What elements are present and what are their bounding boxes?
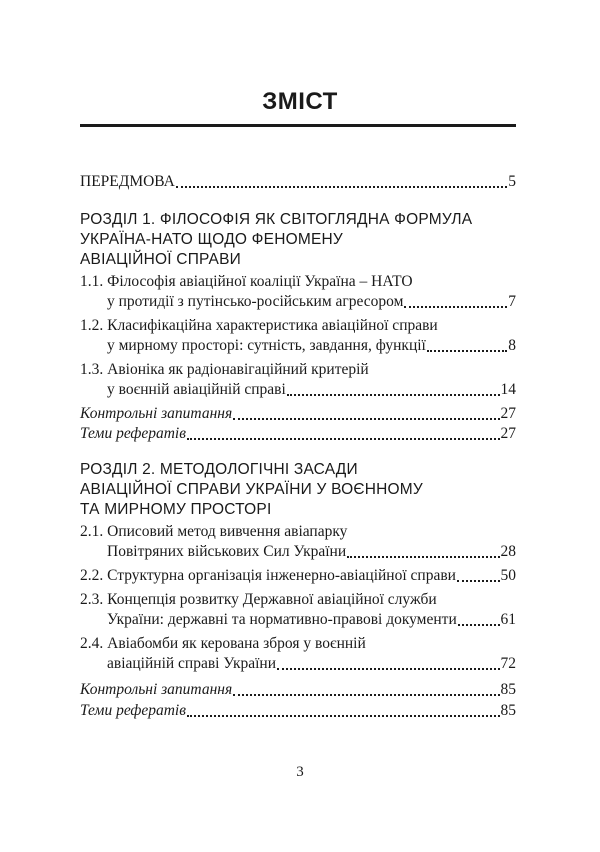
toc-entry-2-1-line2[interactable]: Повітряних військових Сил України 28: [107, 543, 516, 560]
toc-entry-1-2-line2[interactable]: у мирному просторі: сутність, завдання, функції 8: [107, 337, 516, 354]
toc-page-number: 8: [508, 337, 516, 354]
toc-page-number: 5: [508, 173, 516, 190]
section1-heading-line2: УКРАЇНА-НАТО ЩОДО ФЕНОМЕНУ: [80, 231, 343, 248]
toc-entry-1-3-line2[interactable]: у воєнній авіаційній справі 14: [107, 381, 516, 398]
dot-leader: [187, 438, 500, 440]
dot-leader: [277, 668, 499, 670]
toc-entry-1-3-line1[interactable]: 1.3. Авіоніка як радіонавігаційний критерій: [80, 361, 369, 378]
toc-page-number: 50: [500, 567, 516, 584]
dot-leader: [457, 580, 500, 582]
toc-page-number: 61: [500, 611, 516, 628]
section2-heading-line3: ТА МИРНОМУ ПРОСТОРІ: [80, 501, 272, 518]
dot-leader: [187, 715, 500, 717]
section2-heading-line2: АВІАЦІЙНОЇ СПРАВИ УКРАЇНИ У ВОЄННОМУ: [80, 481, 423, 498]
dot-leader: [427, 350, 507, 352]
toc-page-number: 72: [500, 655, 516, 672]
toc-entry-1-1-line1[interactable]: 1.1. Філософія авіаційної коаліції Україна – НАТО: [80, 273, 413, 290]
section1-heading-line1: РОЗДІЛ 1. ФІЛОСОФІЯ ЯК СВІТОГЛЯДНА ФОРМУЛА: [80, 211, 473, 228]
toc-entry-2-3-line1[interactable]: 2.3. Концепція розвитку Державної авіаційної служби: [80, 591, 437, 608]
toc-page-number: 27: [500, 405, 516, 422]
page-number: 3: [296, 764, 304, 780]
toc-page-number: 85: [500, 702, 516, 719]
toc-page-number: 27: [500, 425, 516, 442]
toc-entry-section2-questions[interactable]: Контрольні запитання 85: [80, 681, 516, 698]
section1-heading-line3: АВІАЦІЙНОЇ СПРАВИ: [80, 251, 241, 268]
toc-entry-2-4-line2[interactable]: авіаційній справі України 72: [107, 655, 516, 672]
dot-leader: [176, 186, 507, 188]
toc-entry-section2-essays[interactable]: Теми рефератів 85: [80, 702, 516, 719]
toc-entry-preface[interactable]: [80, 172, 516, 192]
toc-entry-2-3-line2[interactable]: України: державні та нормативно-правові документи 61: [107, 611, 516, 628]
toc-entry-2-2[interactable]: 2.2. Структурна організація інженерно-авіаційної справи 50: [80, 567, 516, 584]
toc-entry-1-2-line1[interactable]: 1.2. Класифікаційна характеристика авіаційної справи: [80, 317, 438, 334]
toc-entry-2-4-line1[interactable]: 2.4. Авіабомби як керована зброя у воєнній: [80, 635, 366, 652]
title-rule: [80, 124, 516, 127]
section2-heading-line1: РОЗДІЛ 2. МЕТОДОЛОГІЧНІ ЗАСАДИ: [80, 461, 358, 478]
dot-leader: [404, 306, 507, 308]
toc-entry-text: ПЕРЕДМОВА: [80, 173, 175, 190]
toc-entry-section1-essays[interactable]: Теми рефератів 27: [80, 425, 516, 442]
toc-page-number: 85: [500, 681, 516, 698]
dot-leader: [347, 556, 499, 558]
dot-leader: [287, 394, 500, 396]
page-title: ЗМІСТ: [262, 88, 338, 115]
dot-leader: [233, 694, 499, 696]
toc-page-number: 28: [500, 543, 516, 560]
toc-page-number: 7: [508, 293, 516, 310]
toc-entry-2-1-line1[interactable]: 2.1. Описовий метод вивчення авіапарку: [80, 523, 348, 540]
dot-leader: [458, 624, 500, 626]
toc-entry-1-1-line2[interactable]: у протидії з путінсько-російським агресором 7: [107, 293, 516, 310]
toc-entry-section1-questions[interactable]: Контрольні запитання 27: [80, 405, 516, 422]
dot-leader: [233, 418, 499, 420]
toc-page-number: 14: [500, 381, 516, 398]
